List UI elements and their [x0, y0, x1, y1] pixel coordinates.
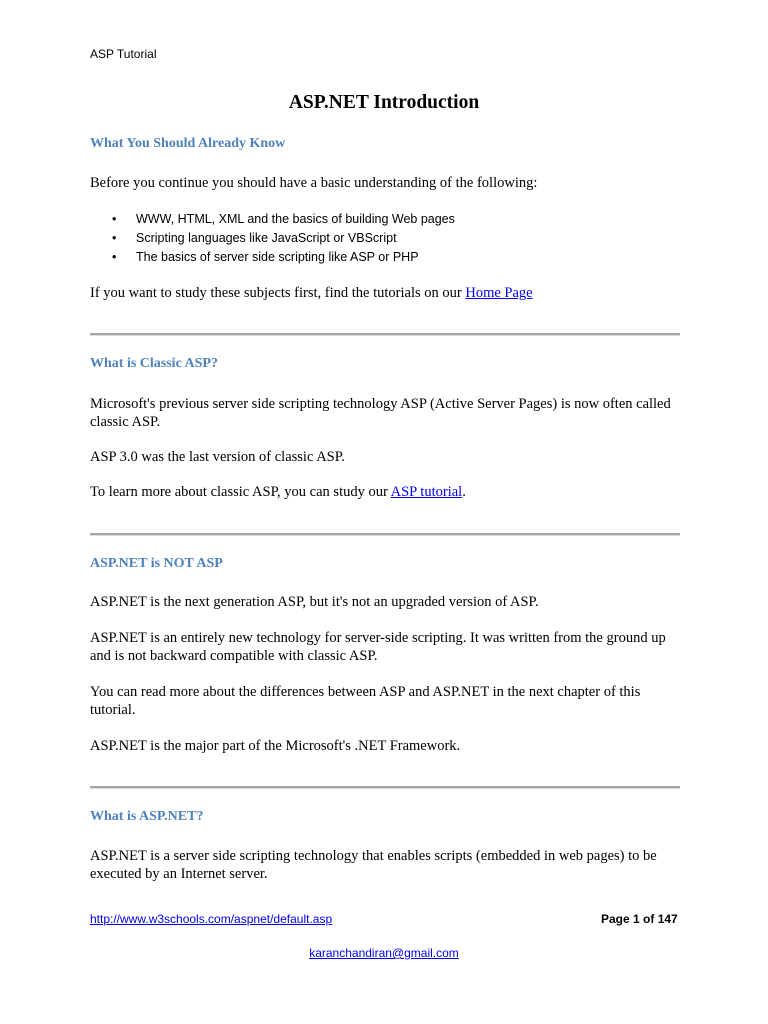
- home-page-link[interactable]: Home Page: [465, 285, 533, 301]
- page-number: [601, 912, 678, 926]
- classic-asp-paragraph-3-text: To learn more about classic ASP, you can study our: [90, 484, 391, 500]
- what-is-aspnet-paragraph-1: ASP.NET is a server side scripting technology that enables scripts (embedded in web pages) to be executed by an Internet server.: [90, 848, 657, 882]
- bullet-icon: •: [112, 212, 117, 226]
- asp-tutorial-link[interactable]: ASP tutorial: [390, 484, 463, 500]
- section-divider: [90, 333, 680, 336]
- section-heading-classic-asp: What is Classic ASP?: [90, 356, 218, 371]
- page-number-total: 147: [657, 912, 678, 926]
- section-heading-prerequisites: What You Should Already Know: [90, 136, 286, 151]
- bullet-icon: •: [112, 231, 117, 245]
- not-asp-paragraph-1: ASP.NET is the next generation ASP, but it's not an upgraded version of ASP.: [90, 594, 539, 610]
- page-number-label: Page: [601, 912, 634, 926]
- not-asp-paragraph-3: You can read more about the differences between ASP and ASP.NET in the next chapter of this tutorial.: [90, 684, 641, 718]
- footer-email-link[interactable]: karanchandiran@gmail.com: [309, 946, 459, 960]
- bullet-icon: •: [112, 250, 117, 264]
- prerequisites-intro: Before you continue you should have a basic understanding of the following:: [90, 175, 538, 191]
- classic-asp-paragraph-3: [90, 483, 680, 501]
- prerequisites-list: [90, 210, 455, 267]
- running-header: ASP Tutorial: [90, 47, 157, 61]
- footer-source-link[interactable]: http://www.w3schools.com/aspnet/default.asp: [90, 912, 333, 926]
- classic-asp-paragraph-1: Microsoft's previous server side scripting technology ASP (Active Server Pages) is now often called classic ASP.: [90, 396, 671, 430]
- list-item-text: Scripting languages like JavaScript or VBScript: [136, 231, 397, 245]
- page-title: ASP.NET Introduction: [288, 92, 480, 113]
- not-asp-paragraph-4: ASP.NET is the major part of the Microsoft's .NET Framework.: [90, 738, 461, 754]
- prerequisites-outro: [90, 284, 680, 302]
- classic-asp-paragraph-2: ASP 3.0 was the last version of classic ASP.: [90, 449, 345, 465]
- list-item-text: WWW, HTML, XML and the basics of building Web pages: [136, 212, 455, 226]
- section-divider: [90, 786, 680, 789]
- list-item-text: The basics of server side scripting like ASP or PHP: [136, 250, 419, 264]
- page-number-of: of: [639, 912, 658, 926]
- page-number-current: 1: [633, 912, 640, 926]
- list-item: [90, 229, 455, 248]
- not-asp-paragraph-2: ASP.NET is an entirely new technology for server-side scripting. It was written from the ground up and is not backward compatible with classic ASP.: [90, 630, 666, 664]
- prerequisites-outro-text: If you want to study these subjects first, find the tutorials on our: [90, 285, 466, 301]
- section-heading-not-asp: ASP.NET is NOT ASP: [90, 556, 223, 571]
- classic-asp-paragraph-3-end: .: [462, 484, 466, 500]
- section-divider: [90, 533, 680, 536]
- list-item: [90, 210, 455, 229]
- footer-email: [0, 946, 768, 960]
- section-heading-what-is-aspnet: What is ASP.NET?: [90, 809, 204, 824]
- list-item: [90, 248, 455, 267]
